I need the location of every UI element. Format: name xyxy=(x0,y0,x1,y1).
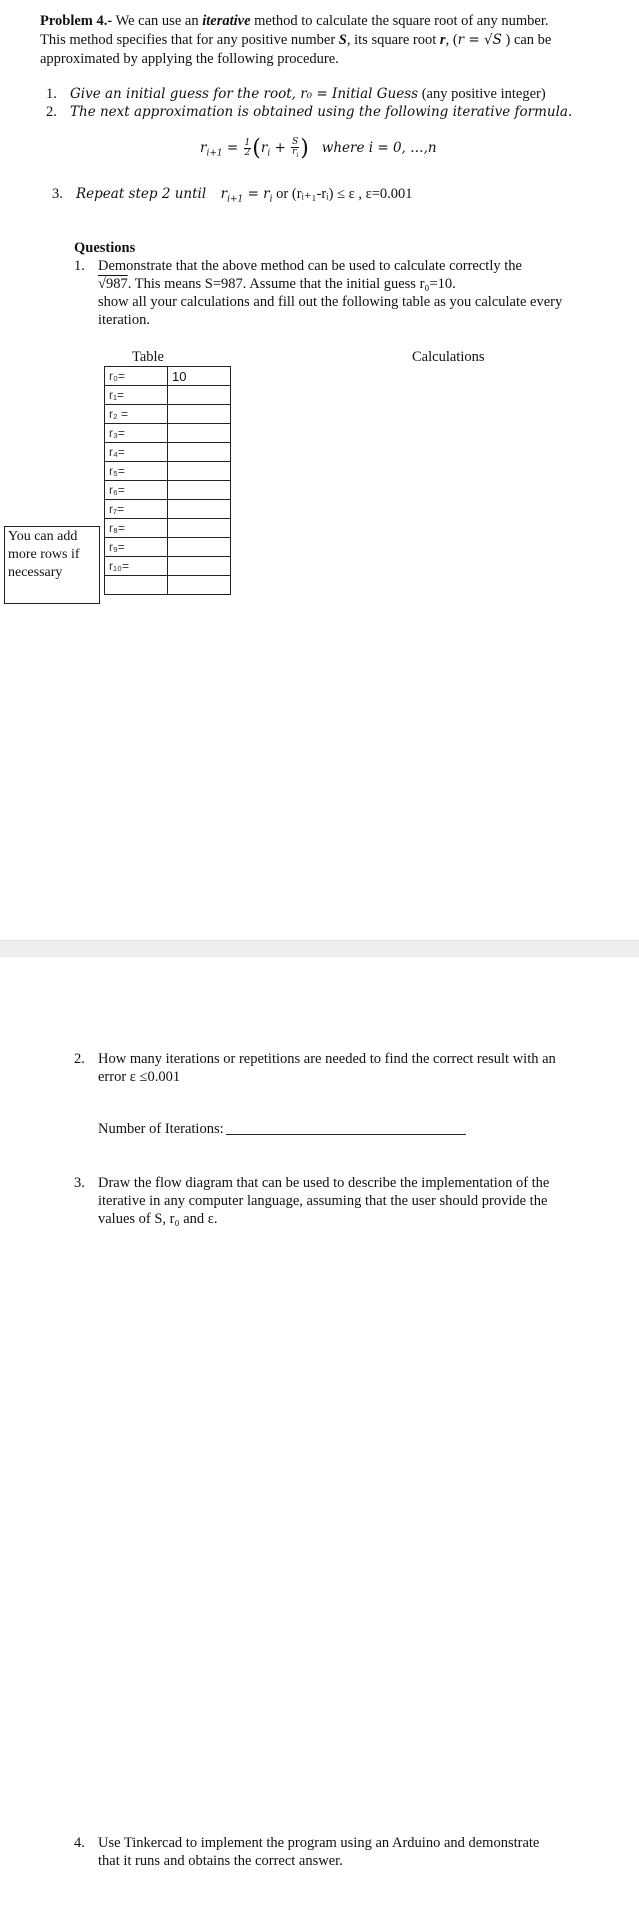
table-title: Table xyxy=(132,349,164,365)
questions-title: Questions xyxy=(74,240,136,256)
row-value[interactable] xyxy=(168,538,231,557)
cond-lhs: r xyxy=(220,186,228,202)
row-value[interactable] xyxy=(168,386,231,405)
q3-text: iterative in any computer language, assuming that the user should provide the xyxy=(98,1193,548,1209)
table-row xyxy=(105,519,231,538)
table-row xyxy=(105,443,231,462)
question-1 xyxy=(74,257,614,329)
row-value[interactable] xyxy=(168,424,231,443)
row-value[interactable] xyxy=(168,443,231,462)
q1-text: Demonstrate that the above method can be used to calculate correctly the xyxy=(98,258,522,274)
frac-num: S xyxy=(292,136,299,147)
step-3 xyxy=(52,185,612,209)
problem-label: Problem 4.- xyxy=(40,13,113,29)
problem-intro xyxy=(40,12,600,69)
step-text: Repeat step 2 until xyxy=(76,186,207,202)
table-row xyxy=(105,367,231,386)
var-s: S xyxy=(338,32,347,48)
answer-line[interactable] xyxy=(226,1134,466,1135)
frac-num: 1 xyxy=(244,138,251,148)
row-value[interactable] xyxy=(168,557,231,576)
frac-den: r xyxy=(292,146,297,157)
q2-text: error ε ≤0.001 xyxy=(98,1069,181,1085)
row-label: r₁= xyxy=(105,386,168,405)
table-row xyxy=(105,424,231,443)
iterations-label: Number of Iterations: xyxy=(98,1121,224,1137)
row-label: r₂ = xyxy=(105,405,168,424)
row-value[interactable] xyxy=(168,576,231,595)
question-3 xyxy=(74,1174,614,1228)
q3-text: values of S, r₀ and ε. xyxy=(98,1211,218,1227)
fraction-s-over-r xyxy=(291,138,299,160)
table-row xyxy=(105,405,231,424)
frac-den: 2 xyxy=(244,148,251,158)
iterative-formula: $r_{i+1}$ = $\frac{1}{2}$ ($r_i$ + $\frac{S}{r_i}$ ) where i = 0, …,n xyxy=(200,136,437,161)
row-label xyxy=(105,576,168,595)
row-value[interactable] xyxy=(168,462,231,481)
formula-ri-sub: i xyxy=(267,148,271,159)
cond-lhs-sub: i+1 xyxy=(227,194,244,205)
intro-text: approximated by applying the following procedure. xyxy=(40,51,339,67)
table-row xyxy=(105,500,231,519)
row-label: r₉= xyxy=(105,538,168,557)
q1-text: show all your calculations and fill out the following table as you calculate every xyxy=(98,294,563,310)
step-text: Give an initial guess for the root, r₀ = Initial Guess xyxy=(70,86,419,102)
intro-text: ) can be xyxy=(505,32,552,48)
intro-text: We can use an xyxy=(115,13,199,29)
question-4 xyxy=(74,1834,614,1870)
cond-rest: or (rᵢ₊₁-rᵢ) ≤ ε , ε=0.001 xyxy=(276,186,413,202)
formula-lhs-sub: i+1 xyxy=(206,148,223,159)
page-separator xyxy=(0,940,639,958)
q3-text: Draw the flow diagram that can be used to describe the implementation of the xyxy=(98,1175,550,1191)
row-label: r₃= xyxy=(105,424,168,443)
intro-text: , its square root xyxy=(346,32,437,48)
var-r: r xyxy=(439,32,446,48)
row-label: r₀= xyxy=(105,367,168,386)
cond-mid: = r xyxy=(247,186,270,202)
intro-text: This method specifies that for any positive number xyxy=(40,32,336,48)
q3-number: 3. xyxy=(74,1175,85,1191)
intro-text: , ( xyxy=(445,32,458,48)
q1-text: iteration. xyxy=(98,312,150,328)
row-value[interactable] xyxy=(168,481,231,500)
q1-text: . This means S=987. Assume that the initial guess r₀=10. xyxy=(127,276,456,292)
fraction-half xyxy=(244,139,252,158)
add-rows-note xyxy=(4,526,100,604)
row-value[interactable] xyxy=(168,405,231,424)
row-label: r₄= xyxy=(105,443,168,462)
calculations-title: Calculations xyxy=(412,349,485,365)
table-row xyxy=(105,481,231,500)
note-text: You can add xyxy=(8,529,78,544)
frac-den-sub: i xyxy=(296,151,299,159)
step-number: 1. xyxy=(46,86,57,102)
q4-text: that it runs and obtains the correct answer. xyxy=(98,1853,343,1869)
row-label: r₇= xyxy=(105,500,168,519)
formula-eq: = xyxy=(226,140,239,156)
row-label: r₆= xyxy=(105,481,168,500)
q4-text: Use Tinkercad to implement the program using an Arduino and demonstrate xyxy=(98,1835,540,1851)
note-text: necessary xyxy=(8,565,63,580)
step-text: The next approximation is obtained using the following iterative formula. xyxy=(70,104,573,120)
q2-number: 2. xyxy=(74,1051,85,1067)
page-1 xyxy=(0,0,639,940)
table-row xyxy=(105,576,231,595)
step-2 xyxy=(46,103,606,121)
intro-text: method to calculate the square root of any number. xyxy=(254,13,549,29)
row-value[interactable] xyxy=(168,519,231,538)
formula-plus: + xyxy=(274,140,286,156)
formula-lhs: r xyxy=(200,140,207,156)
row-value[interactable] xyxy=(168,500,231,519)
note-text: more rows if xyxy=(8,547,80,562)
iteration-table xyxy=(104,366,231,595)
formula-where: where i = 0, …,n xyxy=(321,140,437,156)
q4-number: 4. xyxy=(74,1835,85,1851)
row-label: r₁₀= xyxy=(105,557,168,576)
iterations-answer xyxy=(98,1121,466,1138)
q2-text: How many iterations or repetitions are needed to find the correct result with an xyxy=(98,1051,556,1067)
table-row xyxy=(105,557,231,576)
step-1 xyxy=(46,85,606,103)
sqrt-formula: r = √S xyxy=(457,32,502,48)
table-row xyxy=(105,538,231,557)
row-label: r₈= xyxy=(105,519,168,538)
step-extra: (any positive integer) xyxy=(421,86,546,102)
q1-number: 1. xyxy=(74,258,85,274)
row-value[interactable]: 10 xyxy=(168,367,231,386)
step-number: 2. xyxy=(46,104,57,120)
iterative-keyword: iterative xyxy=(202,13,251,29)
formula-ri: r xyxy=(260,140,268,156)
page-2 xyxy=(0,957,639,1920)
q1-root: √987 xyxy=(98,276,128,292)
question-2 xyxy=(74,1050,614,1086)
row-label: r₅= xyxy=(105,462,168,481)
table-row xyxy=(105,462,231,481)
step-number: 3. xyxy=(52,186,63,202)
cond-mid-sub: i xyxy=(269,194,273,205)
table-row xyxy=(105,386,231,405)
